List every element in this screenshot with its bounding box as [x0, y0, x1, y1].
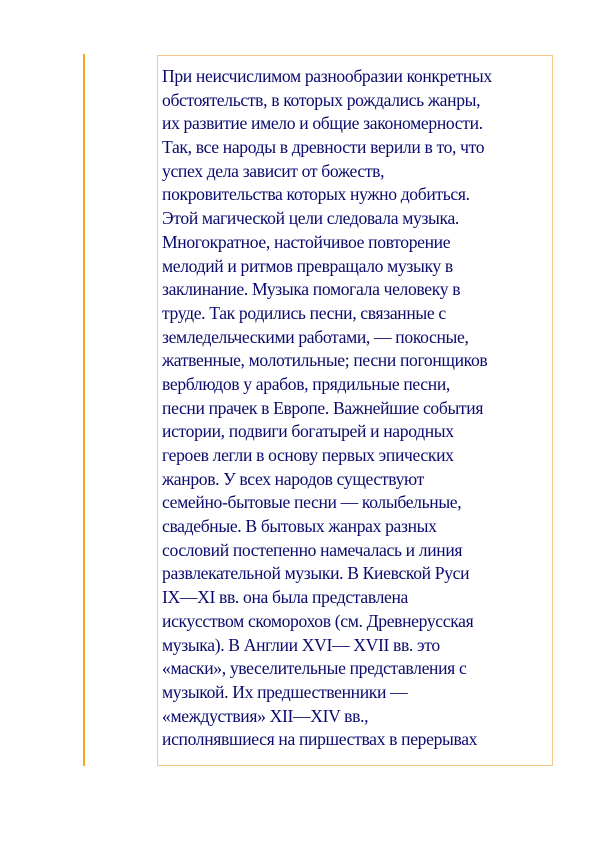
text-line: героев легли в основу первых эпических	[162, 445, 454, 465]
text-line: Этой магической цели следовала музыка.	[162, 208, 459, 229]
text-line: успех дела зависит от божеств,	[162, 160, 385, 181]
text-box	[157, 55, 553, 766]
text-line: песни прачек в Европе. Важнейшие события	[162, 397, 484, 418]
text-line: IX—XI вв. она была представлена	[162, 587, 409, 608]
text-line: жатвенные, молотильные; песни погонщиков	[162, 350, 488, 371]
text-line: музыкой. Их предшественники —	[162, 681, 408, 702]
text-line: При неисчислимом разнообразии конкретных	[162, 66, 492, 86]
text-line: свадебные. В бытовых жанрах разных	[162, 516, 437, 537]
text-line: заклинание. Музыка помогала человеку в	[162, 279, 461, 300]
text-line: истории, подвиги богатырей и народных	[162, 421, 454, 442]
text-line: искусством скоморохов (см. Древнерусская	[162, 610, 474, 631]
text-line: земледельческими работами, — покосные,	[162, 326, 469, 347]
text-line: «междуствия» XII—XIV вв.,	[162, 705, 369, 726]
margin-rule	[83, 54, 85, 766]
text-line: обстоятельств, в которых рождались жанры,	[162, 89, 481, 110]
text-line: жанров. У всех народов существуют	[162, 468, 424, 489]
text-line: мелодий и ритмов превращало музыку в	[162, 255, 453, 276]
text-line: Многократное, настойчивое повторение	[162, 231, 451, 252]
text-line: Так, все народы в древности верили в то, что	[162, 137, 485, 158]
text-line: их развитие имело и общие закономерности.	[162, 113, 483, 134]
text-line: верблюдов у арабов, прядильные песни,	[162, 373, 450, 394]
text-line: сословий постепенно намечалась и линия	[162, 539, 463, 560]
text-line: «маски», увеселительные представления с	[162, 658, 467, 679]
text-line: исполнявшиеся на пиршествах в перерывах	[162, 729, 478, 750]
text-line: семейно-бытовые песни — колыбельные,	[162, 492, 462, 513]
text-line: труде. Так родились песни, связанные с	[162, 302, 446, 323]
text-line: музыка). В Англии XVI— XVII вв. это	[162, 634, 440, 655]
text-line: развлекательной музыки. В Киевской Руси	[162, 563, 470, 584]
text-line: покровительства которых нужно добиться.	[162, 184, 470, 205]
